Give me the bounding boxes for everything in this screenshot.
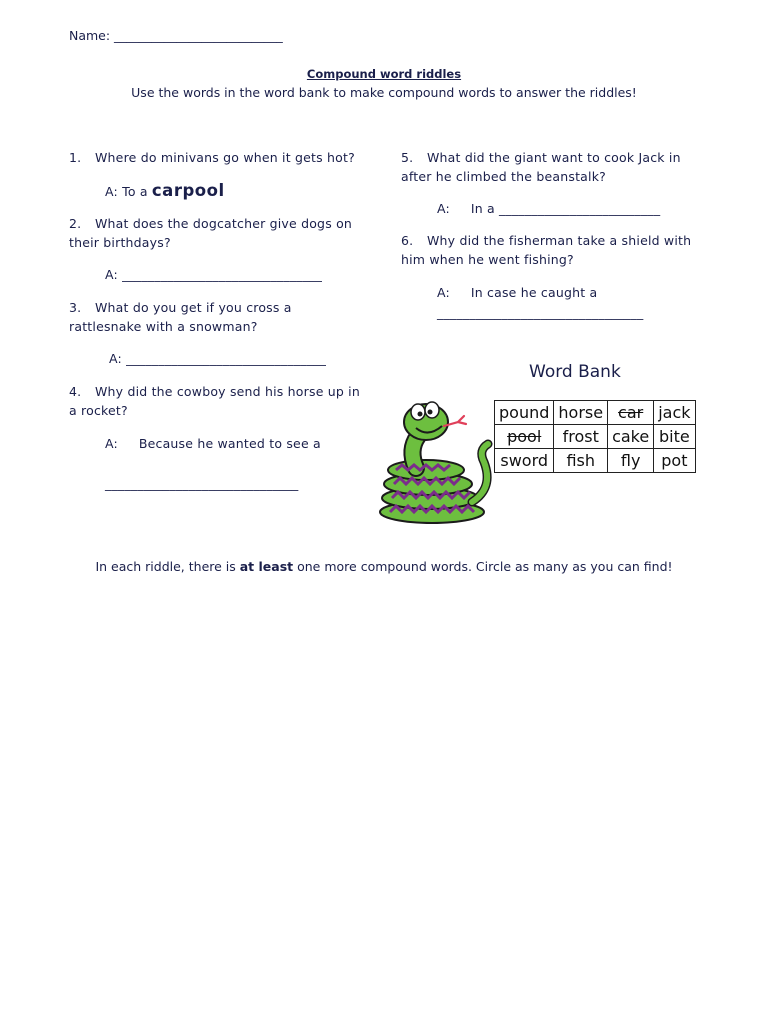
word-bank-cell: bite — [654, 425, 695, 449]
word-bank-cell: cake — [608, 425, 654, 449]
riddle-1-answer: A: To a carpool — [105, 181, 225, 200]
answer-carpool: carpool — [151, 181, 225, 200]
word-bank-cell: sword — [495, 449, 554, 473]
riddle-4-question: 4. Why did the cowboy send his horse up in — [69, 384, 360, 399]
riddle-4-answer: A: Because he wanted to see a — [105, 436, 321, 451]
word-bank-cell: fish — [554, 449, 608, 473]
riddle-5-answer[interactable]: A: In a _________________________ — [437, 201, 661, 216]
riddle-6-answer-blank[interactable]: ________________________________ — [437, 305, 644, 320]
word-bank-table — [494, 400, 696, 473]
word-bank-cell: pound — [495, 401, 554, 425]
word-bank-row — [495, 401, 696, 425]
word-bank-row — [495, 449, 696, 473]
riddle-6-answer: A: In case he caught a — [437, 285, 598, 300]
worksheet-title: Compound word riddles — [306, 67, 462, 81]
name-line: Name: ___________________________ — [69, 28, 283, 43]
riddle-6-question: 6. Why did the fisherman take a shield with — [401, 233, 692, 248]
footer-instructions: In each riddle, there is at least one more compound words. Circle as many as you can find! — [95, 559, 673, 574]
riddle-2-question-cont: their birthdays? — [69, 235, 171, 250]
word-bank-title: Word Bank — [529, 362, 621, 382]
riddle-5-question: 5. What did the giant want to cook Jack in — [401, 150, 681, 165]
word-bank-cell-used: car — [608, 401, 654, 425]
word-bank-cell: horse — [554, 401, 608, 425]
word-bank-row — [495, 425, 696, 449]
riddle-4-answer-blank[interactable]: ______________________________ — [105, 476, 299, 491]
riddle-3-question-cont: rattlesnake with a snowman? — [69, 319, 258, 334]
riddle-2-question: 2. What does the dogcatcher give dogs on — [69, 216, 353, 231]
word-bank-cell: fly — [608, 449, 654, 473]
riddle-3-answer-blank[interactable]: A: _______________________________ — [109, 351, 327, 366]
riddle-2-answer-blank[interactable]: A: _______________________________ — [105, 267, 323, 282]
riddle-4-question-cont: a rocket? — [69, 403, 128, 418]
word-bank-cell: jack — [654, 401, 695, 425]
riddle-1-question: 1. Where do minivans go when it gets hot? — [69, 150, 355, 165]
riddle-3-question: 3. What do you get if you cross a — [69, 300, 292, 315]
snake-illustration-icon — [372, 392, 496, 526]
word-bank-cell: pot — [654, 449, 695, 473]
riddle-6-question-cont: him when he went fishing? — [401, 252, 574, 267]
riddle-5-question-cont: after he climbed the beanstalk? — [401, 169, 606, 184]
worksheet-instructions: Use the words in the word bank to make compound words to answer the riddles! — [131, 85, 637, 100]
word-bank-cell-used: pool — [495, 425, 554, 449]
word-bank-cell: frost — [554, 425, 608, 449]
